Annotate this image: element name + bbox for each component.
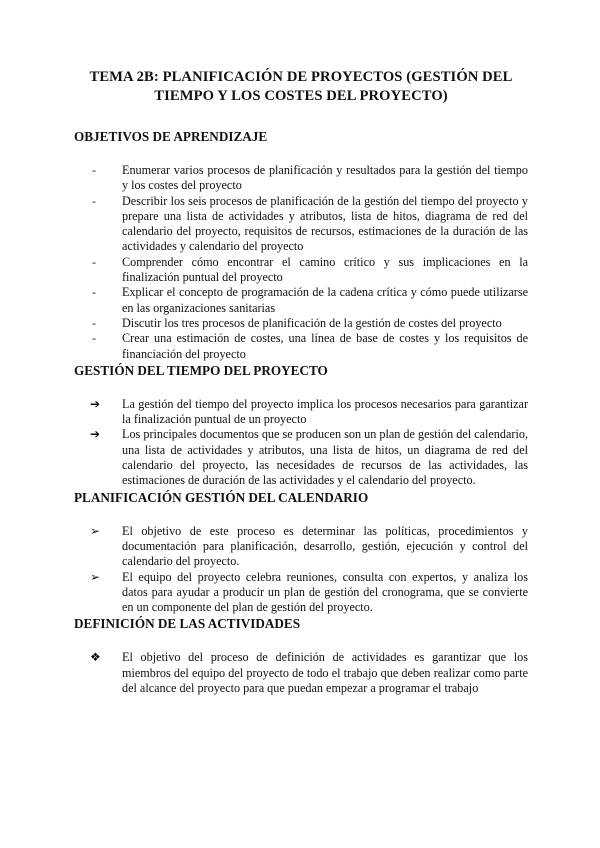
arrowhead-bullet-icon: ➢ (90, 569, 101, 584)
arrow-bullet-icon: ➔ (90, 396, 101, 411)
list-item: ➢ El equipo del proyecto celebra reuniones, consulta con expertos, y analiza los datos para ayudar a producir un plan de gestión del cronograma, que se convierte en un componente del plan de gestión del proyecto. (90, 569, 528, 615)
list-item: ➢ El objetivo de este proceso es determinar las políticas, procedimientos y documentación para planificación, desarrollo, gestión, ejecución y control del calendario del proyecto. (90, 523, 528, 569)
dash-bullet-icon: - (92, 315, 96, 330)
dash-bullet-icon: - (92, 193, 96, 208)
section-gestion-tiempo (74, 362, 528, 489)
section-objetivos (74, 128, 528, 362)
list-item: - Crear una estimación de costes, una línea de base de costes y los requisitos de financiación del proyecto (92, 331, 528, 361)
section-heading: GESTIÓN DEL TIEMPO DEL PROYECTO (74, 362, 328, 378)
list-item: - Comprender cómo encontrar el camino crítico y sus implicaciones en la finalización puntual del proyecto (92, 254, 528, 285)
bullet-list (74, 163, 528, 362)
diamond-bullet-icon: ❖ (90, 650, 101, 665)
section-definicion-actividades (74, 615, 528, 696)
arrow-bullet-icon: ➔ (90, 427, 101, 442)
dash-bullet-icon: - (92, 254, 96, 269)
bullet-list (74, 650, 528, 696)
dash-bullet-icon: - (92, 285, 96, 300)
section-heading: PLANIFICACIÓN GESTIÓN DEL CALENDARIO (74, 489, 369, 505)
list-item: - Discutir los tres procesos de planificación de la gestión de costes del proyecto (92, 315, 502, 330)
dash-bullet-icon: - (92, 163, 96, 177)
list-item: - Describir los seis procesos de planificación de la gestión del tiempo del proyecto y prepare una lista de actividades y atributos, lista de hitos, diagrama de red del calendario del proyecto, requisitos de recursos, estimaciones de la duración de las actividades y calendario del proyecto (92, 193, 528, 254)
dash-bullet-icon: - (92, 331, 96, 346)
list-item: ➔ Los principales documentos que se producen son un plan de gestión del calendario, una lista de actividades y atributos, una lista de hitos, un diagrama de red del calendario del proyecto, las necesidades de recursos de las actividades, las estimaciones de duración de las actividades y el calendario del proyecto. (90, 427, 528, 488)
section-heading: DEFINICIÓN DE LAS ACTIVIDADES (74, 616, 301, 632)
list-item: - Explicar el concepto de programación de la cadena crítica y cómo puede utilizarse en las organizaciones sanitarias (92, 285, 528, 315)
document-title: TEMA 2B: PLANIFICACIÓN DE PROYECTOS (GESTIÓN DEL TIEMPO Y LOS COSTES DEL PROYECTO) (89, 69, 513, 104)
list-item: ➔ La gestión del tiempo del proyecto implica los procesos necesarios para garantizar la finalización puntual de un proyecto (90, 396, 528, 427)
bullet-list (74, 397, 528, 489)
list-item: ❖ El objetivo del proceso de definición de actividades es garantizar que los miembros del equipo del proyecto de todo el trabajo que deben realizar como parte del alcance del proyecto para que puedan empezar a programar el trabajo (90, 650, 528, 696)
bullet-list (74, 524, 528, 616)
arrowhead-bullet-icon: ➢ (90, 523, 101, 538)
section-planificacion-calendario (74, 489, 528, 616)
section-heading: OBJETIVOS DE APRENDIZAJE (74, 129, 268, 144)
list-item: - Enumerar varios procesos de planificación y resultados para la gestión del tiempo y los costes del proyecto (92, 163, 528, 193)
